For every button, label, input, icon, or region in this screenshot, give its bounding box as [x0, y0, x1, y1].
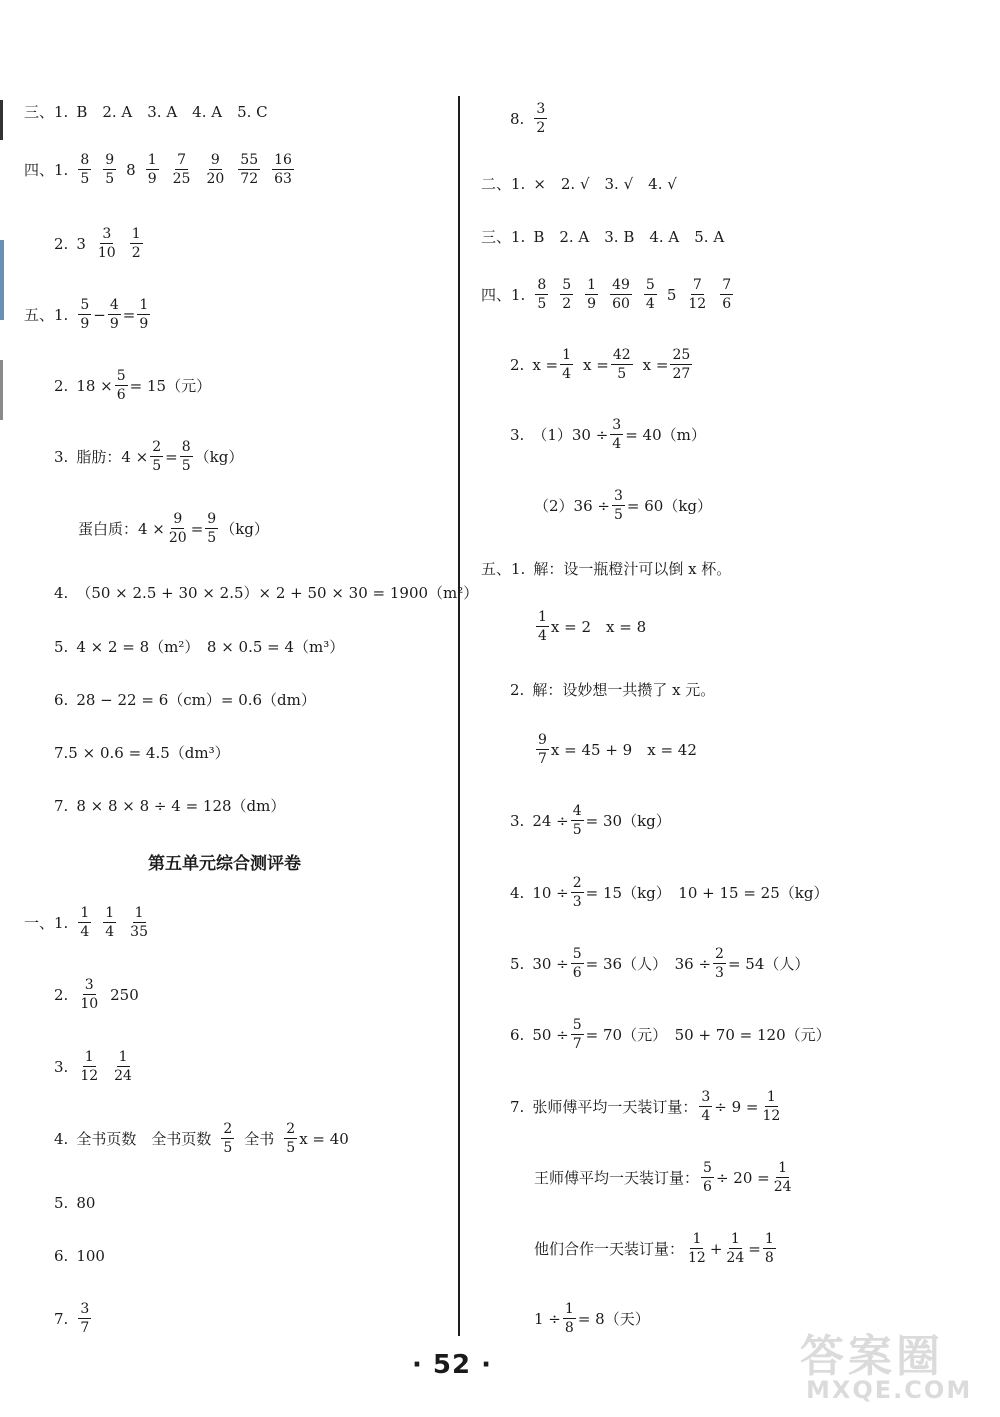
fraction: $\frac{1}{35}$	[130, 905, 148, 940]
question-label: 2.	[510, 355, 525, 374]
fraction: $\frac{9}{20}$	[206, 152, 225, 187]
answer-line	[24, 153, 296, 186]
column-divider	[458, 96, 460, 1336]
fraction: $\frac{4}{9}$	[109, 297, 119, 332]
answer-text: = 40（m）	[625, 426, 706, 444]
question-label: 5.	[510, 954, 525, 973]
page-edge-mark	[0, 360, 3, 420]
fraction: $\frac{49}{60}$	[612, 277, 630, 312]
answer-line	[54, 1122, 349, 1155]
question-label: 5.	[54, 1194, 69, 1212]
question-label: 2.	[510, 680, 525, 699]
fraction: $\frac{1}{4}$	[538, 609, 547, 644]
fraction: $\frac{3}{10}$	[97, 226, 116, 261]
watermark	[800, 1318, 985, 1408]
fraction: $\frac{1}{12}$	[80, 1049, 99, 1084]
answer-line	[54, 742, 230, 763]
fraction: $\frac{1}{2}$	[131, 226, 141, 261]
fraction: $\frac{5}{4}$	[645, 277, 655, 312]
fraction: $\frac{3}{4}$	[701, 1089, 711, 1124]
answer-text: 8 × 8 × 8 ÷ 4 = 128（dm）	[76, 797, 286, 815]
answer-line	[24, 298, 152, 331]
answer-line	[510, 947, 809, 980]
question-label: 一、1.	[24, 914, 69, 932]
answer-text: × 2. √ 3. √ 4. √	[533, 175, 677, 193]
answer-text: 3	[76, 234, 86, 253]
answer-text: 4 × 2 = 8（m²） 8 × 0.5 = 4（m³）	[76, 638, 345, 656]
watermark-url: MXQE.COM	[806, 1376, 973, 1404]
fraction: $\frac{25}{27}$	[672, 347, 691, 382]
fraction: $\frac{9}{5}$	[105, 152, 115, 187]
answer-text: 10 ÷	[532, 883, 569, 902]
answer-line	[534, 733, 697, 766]
question-label: 四、1.	[24, 161, 69, 179]
fraction: $\frac{1}{9}$	[147, 152, 157, 187]
answer-text: 28 − 22 = 6（cm）= 0.6（dm）	[76, 691, 316, 709]
question-label: 6.	[54, 690, 69, 709]
answer-line	[510, 418, 706, 451]
answer-text: 8	[126, 160, 136, 179]
answer-text: 18 ×	[76, 376, 113, 395]
fraction: $\frac{5}{2}$	[562, 277, 572, 312]
answer-text: x =	[583, 355, 609, 374]
operator: +	[709, 1239, 723, 1258]
answer-line	[54, 795, 285, 816]
fraction: $\frac{1}{24}$	[726, 1231, 745, 1266]
answer-text: = 54（人）	[727, 955, 810, 973]
answer-text: 50 ÷	[532, 1025, 569, 1044]
answer-line	[54, 369, 211, 402]
answer-line	[481, 278, 735, 311]
fraction: $\frac{3}{7}$	[80, 1301, 90, 1336]
answer-line	[510, 102, 549, 135]
fraction: $\frac{1}{4}$	[105, 905, 115, 940]
answer-text: 他们合作一天装订量：	[534, 1240, 685, 1258]
question-label: 五、1.	[24, 306, 69, 324]
question-label: 4.	[54, 583, 69, 602]
question-label: 2.	[54, 376, 69, 395]
operator: =	[190, 519, 204, 538]
page-edge-mark	[0, 240, 4, 320]
question-label: 3.	[54, 1057, 69, 1076]
fraction: $\frac{8}{5}$	[80, 152, 90, 187]
answer-text: （1）30 ÷	[532, 426, 609, 444]
fraction: $\frac{5}{9}$	[80, 297, 90, 332]
answer-text: 7.5 × 0.6 = 4.5（dm³）	[54, 744, 230, 762]
page-edge-mark	[0, 100, 3, 140]
answer-line	[54, 1302, 93, 1335]
fraction: $\frac{7}{12}$	[688, 277, 707, 312]
fraction: $\frac{1}{8}$	[764, 1231, 774, 1266]
answer-line	[510, 348, 694, 381]
fraction: $\frac{3}{10}$	[80, 977, 99, 1012]
question-label: 4.	[54, 1129, 69, 1148]
question-label: 四、1.	[481, 286, 526, 304]
answer-text: 脂肪：4 ×	[76, 448, 149, 466]
answer-line	[510, 1090, 784, 1123]
question-label: 5.	[54, 637, 69, 656]
answer-line	[78, 512, 269, 545]
question-label: 3.	[510, 811, 525, 830]
question-label: 三、1.	[24, 103, 69, 121]
answer-line	[510, 1018, 831, 1051]
question-label: 二、1.	[481, 175, 526, 193]
fraction: $\frac{4}{5}$	[572, 803, 582, 838]
answer-text: = 70（元） 50 + 70 = 120（元）	[585, 1026, 831, 1044]
question-label: 7.	[54, 796, 69, 815]
answer-line	[481, 226, 724, 247]
answer-line	[54, 636, 344, 657]
answer-line	[534, 1161, 796, 1194]
fraction: $\frac{16}{63}$	[274, 152, 292, 187]
answer-text: 30 ÷	[532, 954, 569, 973]
answer-line	[24, 906, 152, 939]
answer-line	[534, 1232, 778, 1265]
answer-line	[510, 804, 671, 837]
question-label: 7.	[54, 1309, 69, 1328]
answer-line	[54, 689, 316, 710]
fraction: $\frac{42}{5}$	[612, 347, 631, 382]
watermark-text: 答案圈	[800, 1331, 944, 1382]
fraction: $\frac{9}{5}$	[207, 511, 217, 546]
fraction: $\frac{2}{5}$	[152, 439, 162, 474]
answer-text: ÷ 20 =	[715, 1168, 770, 1187]
answer-text: （kg）	[220, 520, 269, 538]
question-label: 6.	[510, 1025, 525, 1044]
operator: =	[165, 447, 178, 466]
answer-text: 1 ÷	[534, 1309, 561, 1328]
answer-line	[54, 582, 478, 603]
page-number: · 52 ·	[412, 1350, 493, 1380]
answer-text: 5	[666, 285, 677, 304]
answer-text: （kg）	[194, 448, 244, 466]
answer-text: 100	[76, 1247, 105, 1265]
answer-line	[54, 978, 139, 1011]
answer-line	[481, 173, 677, 194]
fraction: $\frac{3}{5}$	[613, 488, 623, 523]
fraction: $\frac{5}{6}$	[703, 1160, 712, 1195]
question-label: 3.	[54, 447, 69, 466]
question-label: 7.	[510, 1097, 525, 1116]
fraction: $\frac{3}{4}$	[612, 417, 622, 452]
answer-text: 250	[110, 985, 139, 1004]
question-label: 三、1.	[481, 228, 526, 246]
answer-text: = 15（kg） 10 + 15 = 25（kg）	[585, 884, 829, 902]
question-label: 6.	[54, 1247, 69, 1265]
answer-text: x =	[532, 355, 559, 374]
answer-text: 解：设妙想一共攒了 x 元。	[532, 681, 716, 699]
fraction: $\frac{1}{12}$	[762, 1089, 781, 1124]
answer-line	[534, 1302, 650, 1335]
question-label: 2.	[54, 234, 69, 253]
answer-text: 全书页数 全书页数	[76, 1130, 212, 1148]
answer-text: = 8（天）	[577, 1310, 650, 1328]
answer-text: B 2. A 3. A 4. A 5. C	[76, 103, 268, 121]
fraction: $\frac{8}{5}$	[181, 439, 191, 474]
fraction: $\frac{5}{6}$	[572, 946, 582, 981]
question-label: 五、1.	[481, 560, 526, 578]
answer-line	[510, 876, 828, 909]
fraction: $\frac{1}{4}$	[80, 905, 90, 940]
answer-text: = 60（kg）	[626, 497, 713, 515]
answer-text: 蛋白质：4 ×	[78, 520, 165, 538]
answer-text: = 36（人） 36 ÷	[585, 955, 712, 973]
fraction: $\frac{2}{5}$	[223, 1121, 233, 1156]
fraction: $\frac{1}{24}$	[114, 1049, 132, 1084]
fraction: $\frac{2}{3}$	[715, 946, 724, 981]
answer-text: = 15（元）	[129, 377, 212, 395]
operator: =	[122, 305, 136, 324]
answer-text: 解：设一瓶橙汁可以倒 x 杯。	[533, 560, 732, 578]
fraction: $\frac{1}{24}$	[773, 1160, 792, 1195]
answer-text: ÷ 9 =	[714, 1097, 759, 1116]
answer-text: 80	[76, 1194, 96, 1212]
answer-line	[24, 101, 268, 122]
answer-text: 全书	[244, 1130, 275, 1148]
answer-text: x =	[642, 355, 669, 374]
question-label: 4.	[510, 883, 525, 902]
operator: −	[93, 305, 106, 324]
fraction: $\frac{1}{9}$	[587, 277, 597, 312]
section-heading: 第五单元综合测评卷	[148, 854, 301, 874]
answer-line	[54, 440, 243, 473]
answer-line	[481, 558, 731, 579]
answer-line	[54, 1194, 95, 1212]
fraction: $\frac{1}{9}$	[139, 297, 149, 332]
answer-line	[534, 489, 712, 522]
answer-line	[54, 227, 145, 260]
fraction: $\frac{5}{7}$	[572, 1017, 582, 1052]
answer-text: （50 × 2.5 + 30 × 2.5）× 2 + 50 × 30 = 1900（m²）	[76, 584, 479, 602]
fraction: $\frac{55}{72}$	[240, 152, 259, 187]
fraction: $\frac{8}{5}$	[537, 277, 547, 312]
answer-text: 24 ÷	[532, 811, 569, 830]
fraction: $\frac{2}{3}$	[572, 875, 582, 910]
fraction: $\frac{7}{25}$	[172, 152, 191, 187]
answer-text: = 30（kg）	[585, 812, 671, 830]
fraction: $\frac{9}{7}$	[538, 732, 547, 767]
fraction: $\frac{1}{12}$	[688, 1231, 706, 1266]
answer-text: （2）36 ÷	[534, 497, 610, 515]
fraction: $\frac{3}{2}$	[536, 101, 546, 136]
answer-text: 王师傅平均一天装订量：	[534, 1169, 700, 1187]
fraction: $\frac{1}{8}$	[564, 1301, 574, 1336]
answer-text: x = 45 + 9 x = 42	[550, 741, 697, 759]
answer-text: x = 40	[299, 1129, 349, 1148]
answer-line	[534, 610, 646, 643]
question-label: 8.	[510, 109, 525, 128]
answer-text: B 2. A 3. B 4. A 5. A	[533, 228, 725, 246]
answer-text: x = 2 x = 8	[550, 618, 647, 636]
fraction: $\frac{7}{6}$	[722, 277, 732, 312]
fraction: $\frac{5}{6}$	[116, 368, 126, 403]
fraction: $\frac{9}{20}$	[168, 511, 187, 546]
answer-text: 张师傅平均一天装订量：	[532, 1098, 698, 1116]
answer-line	[54, 1050, 136, 1083]
fraction: $\frac{1}{4}$	[562, 347, 572, 382]
question-label: 2.	[54, 985, 69, 1004]
answer-line	[54, 1247, 105, 1265]
operator: =	[748, 1239, 761, 1258]
fraction: $\frac{2}{5}$	[286, 1121, 296, 1156]
question-label: 3.	[510, 425, 525, 444]
answer-line	[510, 679, 715, 700]
